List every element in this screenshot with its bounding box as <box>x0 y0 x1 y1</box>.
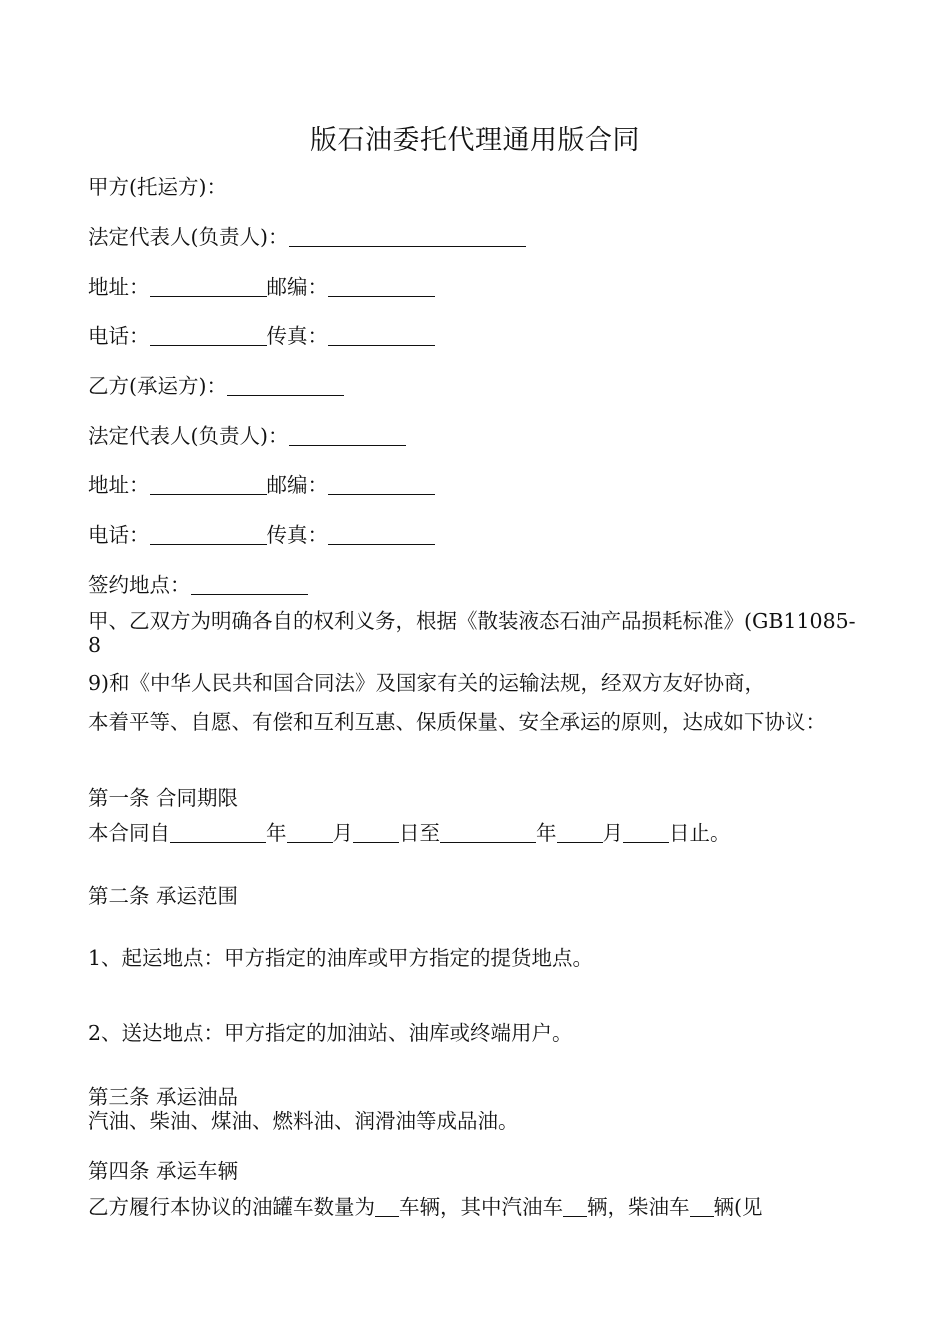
start-year-blank[interactable] <box>170 822 266 843</box>
legal-rep-a-label: 法定代表人(负责人)： <box>88 225 289 249</box>
article-4-body <box>88 1194 763 1220</box>
gasoline-vehicle-blank[interactable] <box>563 1196 587 1217</box>
party-b-blank[interactable] <box>227 375 344 396</box>
end-month-blank[interactable] <box>557 822 603 843</box>
vehicle-count-label: 乙方履行本协议的油罐车数量为 <box>88 1195 375 1219</box>
legal-rep-a-blank[interactable] <box>289 226 526 247</box>
gasoline-vehicle-label: 车辆，其中汽油车 <box>399 1195 563 1219</box>
sign-place-blank[interactable] <box>191 574 308 595</box>
intro-line-3: 本着平等、自愿、有偿和互利互惠、保质保量、安全承运的原则，达成如下协议： <box>88 710 826 734</box>
term-end-month-label: 月 <box>602 821 623 845</box>
end-year-blank[interactable] <box>440 822 536 843</box>
intro-line-2: 9)和《中华人民共和国合同法》及国家有关的运输法规，经双方友好协商， <box>88 671 766 695</box>
article-1-term-row <box>88 820 731 846</box>
postcode-b-blank[interactable] <box>328 474 435 495</box>
postcode-b-label: 邮编： <box>266 473 328 497</box>
article-2-item-1: 1、起运地点：甲方指定的油库或甲方指定的提货地点。 <box>88 946 594 970</box>
article-1-title: 第一条 合同期限 <box>88 786 239 810</box>
document-title: 版石油委托代理通用版合同 <box>310 125 640 156</box>
article-2-item-2: 2、送达地点：甲方指定的加油站、油库或终端用户。 <box>88 1021 573 1045</box>
party-b-row <box>88 373 344 399</box>
term-day-to-label: 日至 <box>399 821 440 845</box>
legal-rep-b-label: 法定代表人(负责人)： <box>88 424 289 448</box>
sign-place-row <box>88 572 308 598</box>
term-end-year-label: 年 <box>536 821 557 845</box>
address-a-blank[interactable] <box>150 276 267 297</box>
fax-a-blank[interactable] <box>328 325 435 346</box>
phone-a-label: 电话： <box>88 324 150 348</box>
vehicle-count-blank[interactable] <box>375 1196 399 1217</box>
phone-b-blank[interactable] <box>150 524 267 545</box>
address-a-label: 地址： <box>88 275 150 299</box>
address-b-label: 地址： <box>88 473 150 497</box>
fax-b-blank[interactable] <box>328 524 435 545</box>
article-4-title: 第四条 承运车辆 <box>88 1159 239 1183</box>
start-day-blank[interactable] <box>353 822 399 843</box>
postcode-a-label: 邮编： <box>266 275 328 299</box>
end-day-blank[interactable] <box>623 822 669 843</box>
party-a-label: 甲方(托运方)： <box>88 175 227 199</box>
phone-b-row <box>88 522 435 548</box>
phone-b-label: 电话： <box>88 523 150 547</box>
address-a-row <box>88 274 435 300</box>
article-3-title: 第三条 承运油品 <box>88 1085 239 1109</box>
start-month-blank[interactable] <box>287 822 333 843</box>
fax-a-label: 传真： <box>266 324 328 348</box>
vehicle-note-label: 辆(见 <box>713 1195 763 1219</box>
legal-rep-b-row <box>88 423 406 449</box>
article-2-title: 第二条 承运范围 <box>88 884 239 908</box>
party-b-label: 乙方(承运方)： <box>88 374 227 398</box>
address-b-blank[interactable] <box>150 474 267 495</box>
term-year-label: 年 <box>266 821 287 845</box>
diesel-vehicle-blank[interactable] <box>690 1196 714 1217</box>
term-text-start: 本合同自 <box>88 821 170 845</box>
term-month-label: 月 <box>332 821 353 845</box>
term-end-day-label: 日止。 <box>669 821 731 845</box>
fax-b-label: 传真： <box>266 523 328 547</box>
postcode-a-blank[interactable] <box>328 276 435 297</box>
phone-a-row <box>88 323 435 349</box>
diesel-vehicle-label: 辆，柴油车 <box>587 1195 690 1219</box>
legal-rep-a-row <box>88 224 526 250</box>
article-3-body: 汽油、柴油、煤油、燃料油、润滑油等成品油。 <box>88 1109 519 1133</box>
sign-place-label: 签约地点： <box>88 573 191 597</box>
phone-a-blank[interactable] <box>150 325 267 346</box>
intro-line-1: 甲、乙双方为明确各自的权利义务，根据《散装液态石油产品损耗标准》(GB11085-8 <box>88 609 856 657</box>
address-b-row <box>88 472 435 498</box>
legal-rep-b-blank[interactable] <box>289 425 406 446</box>
